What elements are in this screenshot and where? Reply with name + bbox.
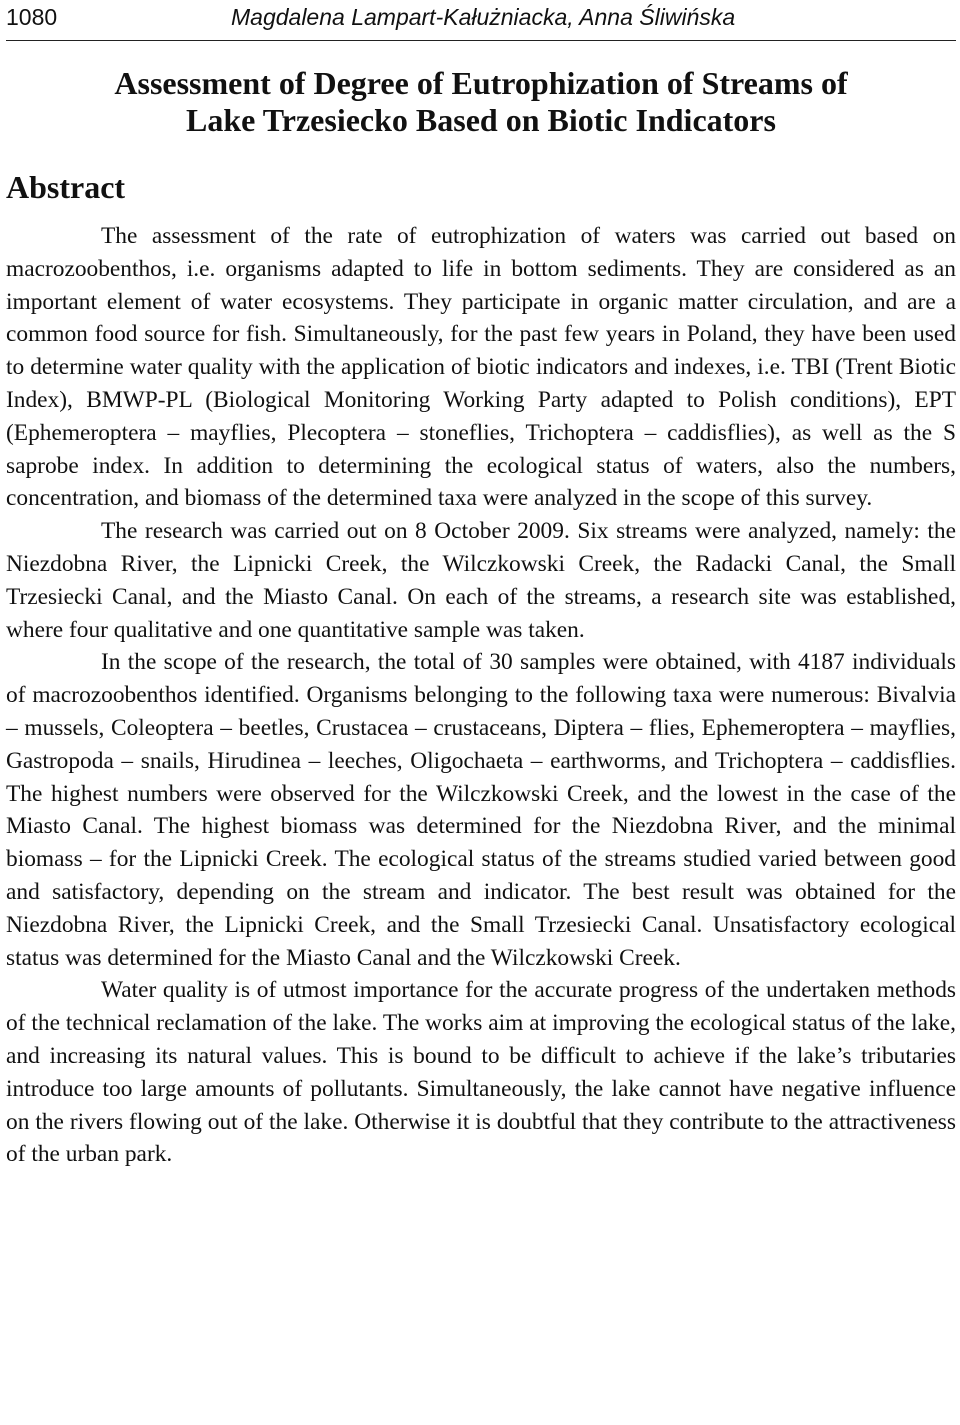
title-line-2: Lake Trzesiecko Based on Biotic Indicators xyxy=(186,102,776,138)
page-number: 1080 xyxy=(6,4,58,30)
paper-page xyxy=(6,0,956,1171)
abstract-paragraph: The assessment of the rate of eutrophization of waters was carried out based on macrozoobenthos, i.e. organisms adapted to life in bottom sediments. They are considered as an important element of water ecosystems. They participate in organic matter circulation, and are a common food source for fish. Simultaneously, for the past few years in Poland, they have been used to determine water quality with the application of biotic indicators and indexes, i.e. TBI (Trent Biotic Index), BMWP-PL (Biological Monitoring Working Party adapted to Polish conditions), EPT (Ephemeroptera – mayflies, Plecoptera – stoneflies, Trichoptera – caddisflies), as well as the S saprobe index. In addition to determining the ecological status of waters, also the numbers, concentration, and biomass of the determined taxa were analyzed in the scope of this survey. xyxy=(6,223,956,512)
abstract-paragraph: Water quality is of utmost importance for the accurate progress of the undertaken methods of the technical reclamation of the lake. The works aim at improving the ecological status of the lake, and increasing its natural values. This is bound to be difficult to achieve if the lake’s tributaries introduce too large amounts of pollutants. Simultaneously, the lake cannot have negative influence on the rivers flowing out of the lake. Otherwise it is doubtful that they contribute to the attractiveness of the urban park. xyxy=(6,977,956,1168)
header-authors: Magdalena Lampart-Kałużniacka, Anna Śliwińska xyxy=(231,4,736,30)
article-title xyxy=(6,65,956,139)
abstract-heading: Abstract xyxy=(6,169,126,205)
abstract-paragraph: The research was carried out on 8 October 2009. Six streams were analyzed, namely: the Niezdobna River, the Lipnicki Creek, the Wilczkowski Creek, the Radacki Canal, the Small Trzesiecki Canal, and the Miasto Canal. On each of the streams, a research site was established, where four qualitative and one quantitative sample was taken. xyxy=(6,518,956,643)
title-line-1: Assessment of Degree of Eutrophization of Streams of xyxy=(114,65,848,101)
running-header xyxy=(6,0,956,41)
abstract-body xyxy=(6,220,956,1171)
abstract-paragraph: In the scope of the research, the total of 30 samples were obtained, with 4187 individuals of macrozoobenthos identified. Organisms belonging to the following taxa were numerous: Bivalvia – mussels, Coleoptera – beetles, Crustacea – crustaceans, Diptera – flies, Ephemeroptera – mayflies, Gastropoda – snails, Hirudinea – leeches, Oligochaeta – earthworms, and Trichoptera – caddisflies. The highest numbers were observed for the Wilczkowski Creek, and the lowest in the case of the Miasto Canal. The highest biomass was determined for the Niezdobna River, and the minimal biomass – for the Lipnicki Creek. The ecological status of the streams studied varied between good and satisfactory, depending on the stream and indicator. The best result was obtained for the Niezdobna River, the Lipnicki Creek, and the Small Trzesiecki Canal. Unsatisfactory ecological status was determined for the Miasto Canal and the Wilczkowski Creek. xyxy=(6,649,956,971)
